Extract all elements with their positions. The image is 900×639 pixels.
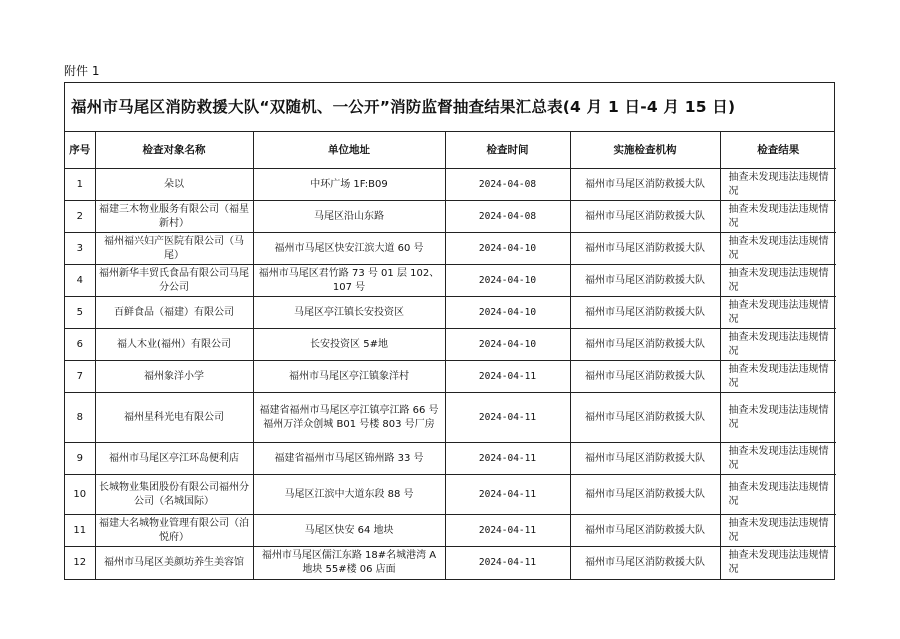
table-row	[65, 443, 836, 475]
row-agency: 福州市马尾区消防救援大队	[570, 201, 720, 233]
row-agency: 福州市马尾区消防救援大队	[570, 233, 720, 265]
row-name: 福州市马尾区亭江环岛便利店	[95, 443, 253, 475]
row-agency: 福州市马尾区消防救援大队	[570, 393, 720, 443]
row-agency: 福州市马尾区消防救援大队	[570, 297, 720, 329]
table-row	[65, 329, 836, 361]
row-name: 福州福兴妇产医院有限公司（马尾）	[95, 233, 253, 265]
row-time: 2024-04-08	[445, 201, 570, 233]
row-name: 福州星科光电有限公司	[95, 393, 253, 443]
row-result: 抽查未发现违法违规情况	[720, 201, 836, 233]
table-row	[65, 169, 836, 201]
row-no: 3	[65, 233, 95, 265]
row-time: 2024-04-08	[445, 169, 570, 201]
row-time: 2024-04-11	[445, 443, 570, 475]
row-address: 福州市马尾区儒江东路 18#名城港湾 A 地块 55#楼 06 店面	[253, 547, 445, 579]
row-no: 7	[65, 361, 95, 393]
row-no: 5	[65, 297, 95, 329]
table-row	[65, 515, 836, 547]
row-time: 2024-04-10	[445, 233, 570, 265]
row-no: 10	[65, 475, 95, 515]
row-result: 抽查未发现违法违规情况	[720, 547, 836, 579]
table-row	[65, 297, 836, 329]
header-agency: 实施检查机构	[570, 132, 720, 169]
row-name: 百鲜食品（福建）有限公司	[95, 297, 253, 329]
row-address: 福州市马尾区亭江镇象洋村	[253, 361, 445, 393]
row-agency: 福州市马尾区消防救援大队	[570, 329, 720, 361]
row-name: 福州市马尾区美颜坊养生美容馆	[95, 547, 253, 579]
header-no: 序号	[65, 132, 95, 169]
table-row	[65, 475, 836, 515]
row-time: 2024-04-10	[445, 297, 570, 329]
row-no: 6	[65, 329, 95, 361]
summary-table-sheet	[64, 82, 835, 580]
row-address: 中环广场 1F:B09	[253, 169, 445, 201]
row-agency: 福州市马尾区消防救援大队	[570, 169, 720, 201]
row-result: 抽查未发现违法违规情况	[720, 329, 836, 361]
header-address: 单位地址	[253, 132, 445, 169]
row-name: 福州象洋小学	[95, 361, 253, 393]
inspection-results-table	[65, 132, 836, 579]
row-result: 抽查未发现违法违规情况	[720, 265, 836, 297]
row-time: 2024-04-10	[445, 329, 570, 361]
header-name: 检查对象名称	[95, 132, 253, 169]
row-agency: 福州市马尾区消防救援大队	[570, 361, 720, 393]
row-time: 2024-04-10	[445, 265, 570, 297]
row-time: 2024-04-11	[445, 361, 570, 393]
row-no: 1	[65, 169, 95, 201]
row-name: 朵以	[95, 169, 253, 201]
row-result: 抽查未发现违法违规情况	[720, 361, 836, 393]
row-time: 2024-04-11	[445, 393, 570, 443]
row-time: 2024-04-11	[445, 475, 570, 515]
row-address: 马尾区江滨中大道东段 88 号	[253, 475, 445, 515]
row-name: 福州新华丰贸氏食品有限公司马尾分公司	[95, 265, 253, 297]
row-address: 长安投资区 5#地	[253, 329, 445, 361]
row-address: 福州市马尾区君竹路 73 号 01 层 102、107 号	[253, 265, 445, 297]
row-no: 9	[65, 443, 95, 475]
attachment-label: 附件 1	[64, 64, 100, 78]
row-result: 抽查未发现违法违规情况	[720, 297, 836, 329]
row-name: 福建大名城物业管理有限公司（泊悦府）	[95, 515, 253, 547]
header-time: 检查时间	[445, 132, 570, 169]
row-address: 福州市马尾区快安江滨大道 60 号	[253, 233, 445, 265]
row-address: 马尾区快安 64 地块	[253, 515, 445, 547]
table-row	[65, 265, 836, 297]
row-address: 福建省福州市马尾区亭江镇亭江路 66 号福州万洋众创城 B01 号楼 803 号厂房	[253, 393, 445, 443]
row-result: 抽查未发现违法违规情况	[720, 233, 836, 265]
row-result: 抽查未发现违法违规情况	[720, 515, 836, 547]
table-row	[65, 393, 836, 443]
row-name: 福人木业(福州）有限公司	[95, 329, 253, 361]
row-result: 抽查未发现违法违规情况	[720, 475, 836, 515]
header-row	[65, 132, 836, 169]
table-body	[65, 169, 836, 579]
table-row	[65, 201, 836, 233]
row-time: 2024-04-11	[445, 515, 570, 547]
row-no: 11	[65, 515, 95, 547]
row-name: 长城物业集团股份有限公司福州分公司（名城国际）	[95, 475, 253, 515]
row-no: 8	[65, 393, 95, 443]
header-result: 检查结果	[720, 132, 836, 169]
row-address: 马尾区沿山东路	[253, 201, 445, 233]
row-agency: 福州市马尾区消防救援大队	[570, 515, 720, 547]
row-name: 福建三木物业服务有限公司（福星新村）	[95, 201, 253, 233]
table-title: 福州市马尾区消防救援大队“双随机、一公开”消防监督抽查结果汇总表(4 月 1 日-4 月 15 日)	[65, 83, 834, 132]
row-agency: 福州市马尾区消防救援大队	[570, 547, 720, 579]
row-address: 福建省福州市马尾区锦州路 33 号	[253, 443, 445, 475]
table-row	[65, 233, 836, 265]
row-time: 2024-04-11	[445, 547, 570, 579]
row-result: 抽查未发现违法违规情况	[720, 169, 836, 201]
row-no: 2	[65, 201, 95, 233]
row-agency: 福州市马尾区消防救援大队	[570, 265, 720, 297]
row-agency: 福州市马尾区消防救援大队	[570, 475, 720, 515]
row-result: 抽查未发现违法违规情况	[720, 393, 836, 443]
row-agency: 福州市马尾区消防救援大队	[570, 443, 720, 475]
row-result: 抽查未发现违法违规情况	[720, 443, 836, 475]
row-no: 12	[65, 547, 95, 579]
table-row	[65, 547, 836, 579]
table-row	[65, 361, 836, 393]
row-address: 马尾区亭江镇长安投资区	[253, 297, 445, 329]
row-no: 4	[65, 265, 95, 297]
